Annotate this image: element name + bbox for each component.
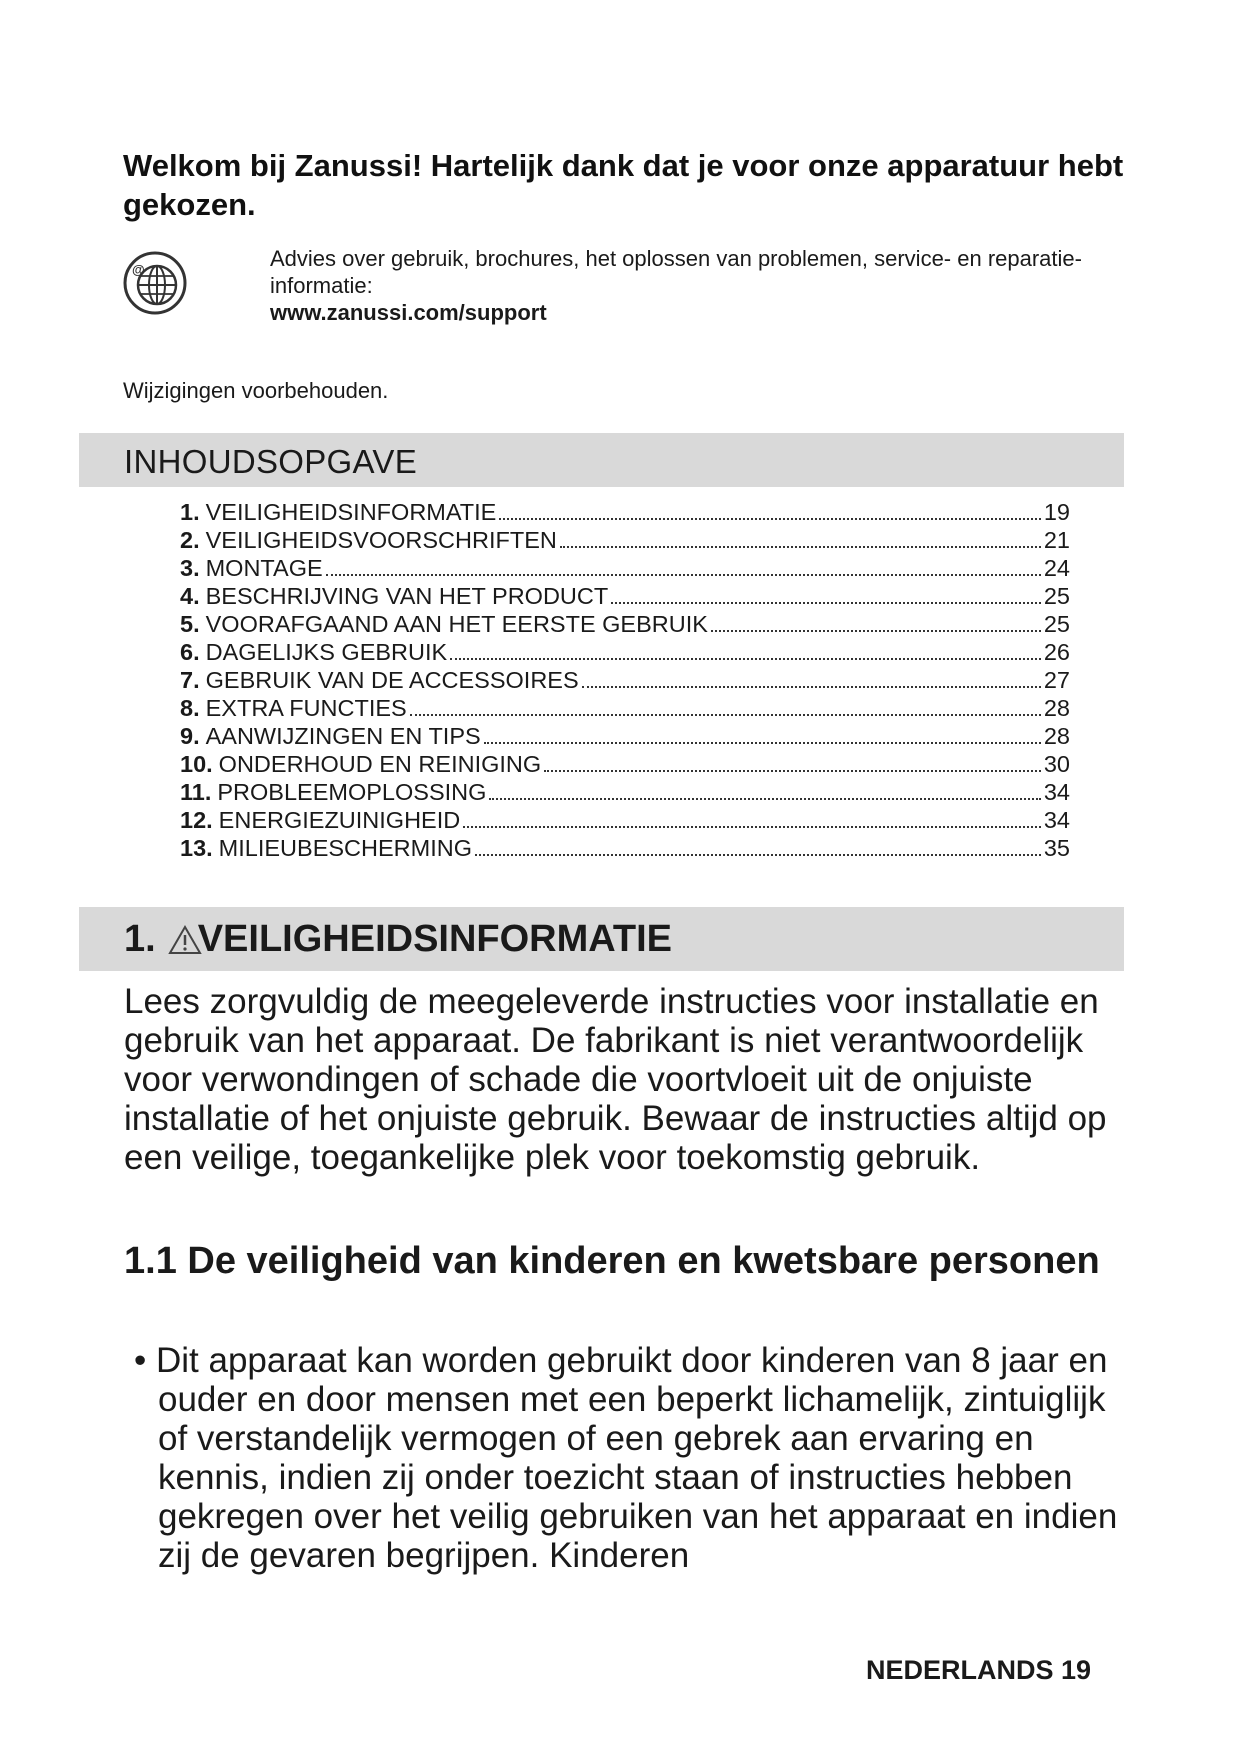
toc-item[interactable] (180, 582, 1070, 610)
toc-dot-leader (326, 574, 1041, 576)
subsection-title: 1.1 De veiligheid van kinderen en kwetsbare personen (124, 1240, 1100, 1282)
bullet-item: • Dit apparaat kan worden gebruikt door kinderen van 8 jaar en ouder en door mensen met een beperkt lichamelijk, zintuiglijk of verstandelijk vermogen of een gebrek aan ervaring en kennis, indien zij onder toezicht staan of instructies hebben gekregen over het veilig gebruiken van het apparaat en indien zij de gevaren begrijpen. Kinderen (134, 1341, 1118, 1575)
toc-item-page: 25 (1043, 611, 1070, 637)
toc-dot-leader (499, 518, 1041, 520)
toc-item[interactable] (180, 498, 1070, 526)
toc-item[interactable] (180, 638, 1070, 666)
toc-item[interactable] (180, 778, 1070, 806)
toc-item-page: 30 (1043, 751, 1070, 777)
toc-dot-leader (560, 546, 1041, 548)
toc-item-page: 25 (1043, 583, 1070, 609)
toc-dot-leader (544, 770, 1041, 772)
section-intro: Lees zorgvuldig de meegeleverde instructies voor installatie en gebruik van het apparaat. De fabrikant is niet verantwoordelijk voor verwondingen of schade die voortvloeit uit de onjuiste installatie of het onjuiste gebruik. Bewaar de instructies altijd op een veilige, toegankelijke plek voor toekomstig gebruik. (124, 982, 1107, 1177)
toc-item-label: VEILIGHEIDSVOORSCHRIFTEN (205, 527, 557, 553)
toc-item-label: VEILIGHEIDSINFORMATIE (205, 499, 497, 525)
toc-dot-leader (484, 742, 1041, 744)
toc-title: INHOUDSOPGAVE (124, 443, 418, 480)
support-text: Advies over gebruik, brochures, het oplossen van problemen, service- en reparatie-informatie: (270, 246, 1082, 298)
toc-dot-leader (489, 798, 1040, 800)
support-info (270, 245, 1150, 326)
section-title (124, 918, 672, 961)
toc-item-label: MILIEUBESCHERMING (218, 835, 472, 861)
toc-item-number: 5. (180, 611, 200, 637)
toc-item[interactable] (180, 722, 1070, 750)
toc-item-number: 4. (180, 583, 200, 609)
toc-item-label: DAGELIJKS GEBRUIK (205, 639, 448, 665)
globe-web-icon (122, 250, 188, 316)
svg-text:@: @ (132, 262, 145, 277)
toc-item-label: GEBRUIK VAN DE ACCESSOIRES (205, 667, 579, 693)
toc-item-label: BESCHRIJVING VAN HET PRODUCT (205, 583, 609, 609)
toc-item-label: MONTAGE (205, 555, 323, 581)
toc-item[interactable] (180, 750, 1070, 778)
changes-note: Wijzigingen voorbehouden. (123, 378, 389, 403)
toc-dot-leader (475, 854, 1041, 856)
toc-item-label: VOORAFGAAND AAN HET EERSTE GEBRUIK (205, 611, 708, 637)
toc-item-page: 19 (1043, 499, 1070, 525)
section-title-text: VEILIGHEIDSINFORMATIE (197, 918, 673, 960)
page-footer: NEDERLANDS 19 (866, 1655, 1092, 1685)
toc-item-page: 27 (1043, 667, 1070, 693)
toc-item-number: 3. (180, 555, 200, 581)
toc-item-number: 10. (180, 751, 213, 777)
toc-item-page: 34 (1043, 779, 1070, 805)
toc-item-page: 21 (1043, 527, 1070, 553)
toc-item[interactable] (180, 834, 1070, 862)
toc-item-page: 34 (1043, 807, 1070, 833)
toc-dot-leader (582, 686, 1041, 688)
section-number: 1. (124, 918, 156, 960)
toc-item-number: 1. (180, 499, 200, 525)
toc-item-number: 8. (180, 695, 200, 721)
toc-item-label: ENERGIEZUINIGHEID (218, 807, 461, 833)
support-link[interactable]: www.zanussi.com/support (270, 300, 547, 325)
toc-item[interactable] (180, 610, 1070, 638)
toc-dot-leader (450, 658, 1041, 660)
toc-item-page: 26 (1043, 639, 1070, 665)
toc-item[interactable] (180, 666, 1070, 694)
toc-item[interactable] (180, 694, 1070, 722)
toc-item-label: EXTRA FUNCTIES (205, 695, 407, 721)
toc-item-number: 7. (180, 667, 200, 693)
toc-item-label: ONDERHOUD EN REINIGING (218, 751, 542, 777)
toc-dot-leader (711, 630, 1041, 632)
toc-item-page: 28 (1043, 723, 1070, 749)
toc-item-label: AANWIJZINGEN EN TIPS (205, 723, 481, 749)
toc-item-label: PROBLEEMOPLOSSING (217, 779, 487, 805)
toc-item-number: 13. (180, 835, 213, 861)
toc-item-page: 24 (1043, 555, 1070, 581)
toc-item-page: 35 (1043, 835, 1070, 861)
toc-item[interactable] (180, 554, 1070, 582)
toc-item-number: 12. (180, 807, 213, 833)
toc-item-number: 11. (180, 779, 212, 805)
toc-item[interactable] (180, 806, 1070, 834)
toc-item[interactable] (180, 526, 1070, 554)
toc-item-page: 28 (1043, 695, 1070, 721)
toc-item-number: 9. (180, 723, 200, 749)
toc-dot-leader (410, 714, 1041, 716)
warning-triangle-icon (168, 925, 202, 955)
toc-item-number: 6. (180, 639, 200, 665)
toc-item-number: 2. (180, 527, 200, 553)
toc-dot-leader (463, 826, 1041, 828)
table-of-contents (180, 498, 1070, 862)
welcome-heading: Welkom bij Zanussi! Hartelijk dank dat je voor onze apparatuur hebt gekozen. (123, 148, 1124, 222)
toc-dot-leader (611, 602, 1041, 604)
